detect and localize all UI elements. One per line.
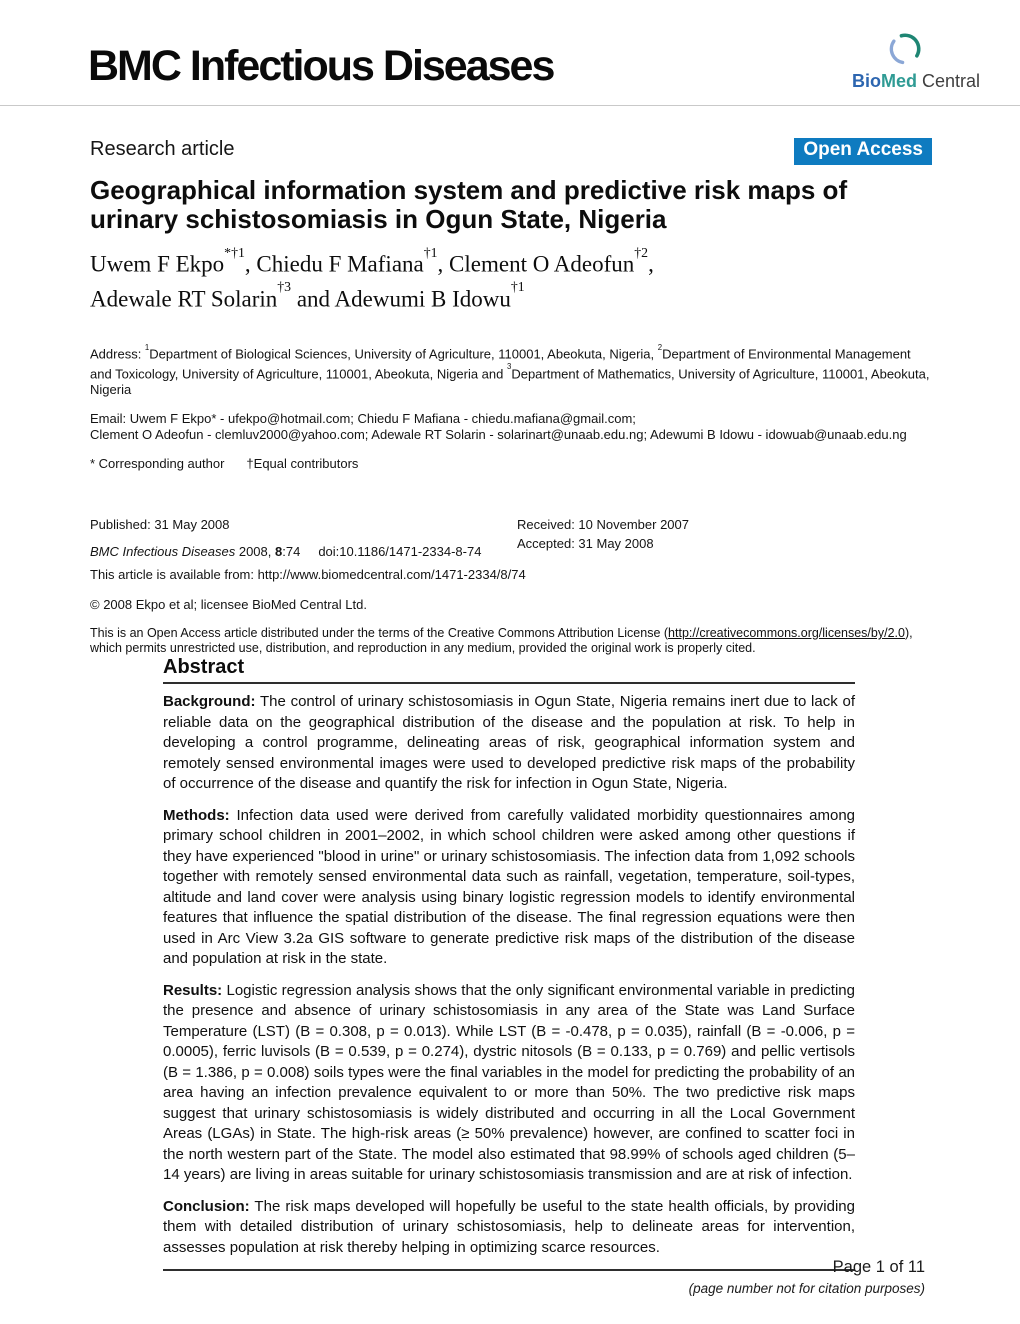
methods-label: Methods: <box>163 806 230 824</box>
background-label: Background: <box>163 693 256 710</box>
corresponding-author-note: * Corresponding author <box>90 455 225 471</box>
author-affiliation-sup: †3 <box>277 279 292 295</box>
background-text: The control of urinary schistosomiasis in Ogun State, Nigeria remains inert due to lack of reliable data on the geographical distribution of the disease and the population at risk. To help in developing a control programme, delineating areas of risk, geographical information system and remotely sensed environmental images were used to developed predictive risk maps of the probability of occurrence of the disease and quantify the risk for infection in Ogun State, Nigeria. <box>163 693 855 792</box>
abstract-bottom-rule <box>163 1269 855 1271</box>
author-name: Adewale RT Solarin <box>90 286 278 312</box>
article-type-row <box>90 138 932 172</box>
results-text: Logistic regression analysis shows that the only significant environmental variable in predicting the presence and absence of urinary schistosomiasis in any area of the State was Land Surface Temperature (LST) (B = 0.308, p = 0.013). While LST (B = -0.478, p = 0.035), rainfall (B = -0.006, p = 0.0005), ferric luvisols (B = 0.539, p = 0.274), dystric nitosols (B = 0.133, p = 0.769) and pellic vertisols (B = 1.386, p = 0.008) soils types were the final variables in the model for predicting the probability of an area having an infection prevalence equivalent to or more than 50%. The two predictive risk maps suggest that urinary schistosomiasis is widely distributed and occurring in all the Local Government Areas (LGAs) in State. The high-risk areas (≥ 50% prevalence) however, are confined to scatter foci in the north western part of the State. The model also estimated that 98.99% of schools aged children (5–14 years) are living in areas suitable for urinary schistosomiasis transmission and are at risk of infection. <box>163 981 855 1183</box>
article-top-matter <box>90 138 932 668</box>
author-separator: , <box>648 251 654 277</box>
open-access-badge: Open Access <box>794 138 932 165</box>
author-affiliation-sup: *†1 <box>224 244 245 260</box>
email-block <box>90 411 932 443</box>
citation-purpose-note: (page number not for citation purposes) <box>688 1281 925 1296</box>
affiliation-number-sup: 2 <box>657 342 663 352</box>
page-number: Page 1 of 11 <box>832 1258 925 1276</box>
affiliation-number-sup: 3 <box>506 362 512 372</box>
publication-left-column <box>90 517 517 560</box>
article-type-label: Research article <box>90 138 235 160</box>
author-affiliation-sup: †1 <box>423 244 438 260</box>
available-from-line <box>90 567 932 583</box>
citation-year: 2008, <box>235 543 275 559</box>
author-name: and Adewumi B Idowu <box>291 286 511 312</box>
abstract-heading: Abstract <box>163 656 245 678</box>
affiliation-number-sup: 1 <box>144 342 150 352</box>
logo-med-text: Med <box>881 71 917 91</box>
citation-journal-name: BMC Infectious Diseases <box>90 543 236 559</box>
citation-pages: :74 <box>282 543 301 559</box>
author-name: , Clement O Adeofun <box>437 251 635 277</box>
methods-text: Infection data used were derived from carefully validated morbidity questionnaires among primary school children in 2001–2002, in which school children were asked among other questions if they have experienced "blood in urine" or urinary schistosomiasis. The infection data from 1,092 schools together with remotely sensed environmental data such as rainfall, vegetation, temperature, soil-types, altitude and land cover were analysis using binary logistic regression models to identify environmental features that influence the spatial distribution of the disease. The final regression equations were then used in Arc View 3.2a GIS software to generate predictive risk maps of the distribution of the disease and population at risk in the state. <box>163 806 855 967</box>
biomed-logo-circle-icon <box>884 28 926 70</box>
contributor-notes <box>90 456 932 472</box>
results-paragraph <box>163 981 855 1186</box>
biomed-logo-text <box>852 71 992 92</box>
author-affiliation-sup: †2 <box>634 244 649 260</box>
abstract-section <box>163 650 855 1271</box>
author-affiliation-sup: †1 <box>510 279 525 295</box>
logo-bio-text: Bio <box>852 71 881 91</box>
license-text-post: ), which permits unrestricted use, distribution, and reproduction in any medium, provided the original work is properly cited. <box>90 625 913 655</box>
journal-title: BMC Infectious Diseases <box>88 42 554 90</box>
publication-right-column <box>517 517 932 560</box>
conclusion-label: Conclusion: <box>163 1197 250 1215</box>
author-list <box>90 244 932 313</box>
article-title-line1: Geographical information system and predictive risk maps of <box>90 175 848 205</box>
published-date: Published: 31 May 2008 <box>90 516 230 532</box>
license-text-pre: This is an Open Access article distributed under the terms of the Creative Commons Attribution License ( <box>90 625 669 640</box>
copyright-line: © 2008 Ekpo et al; licensee BioMed Central Ltd. <box>90 596 367 612</box>
biomed-central-logo <box>852 28 992 92</box>
equal-contributors-note: †Equal contributors <box>246 455 359 471</box>
doi: doi:10.1186/1471-2334-8-74 <box>318 543 482 559</box>
logo-central-text: Central <box>922 71 981 91</box>
received-date: Received: 10 November 2007 <box>517 516 689 532</box>
citation-line <box>90 544 517 560</box>
accepted-date: Accepted: 31 May 2008 <box>517 535 654 551</box>
background-paragraph <box>163 692 855 795</box>
available-from-label: This article is available from: <box>90 566 258 582</box>
conclusion-text: The risk maps developed will hopefully be useful to the state health officials, by providing them with detailed distribution of urinary schistosomiasis, help to delineate areas for intervention, assesses population at risk thereby helping in optimizing scarce resources. <box>163 1197 855 1256</box>
affiliation-text: Department of Mathematics, University of Agriculture, 110001, Abeokuta, Nigeria <box>90 365 930 397</box>
article-title-line2: urinary schistosomiasis in Ogun State, Nigeria <box>90 204 667 234</box>
affiliation-text: Department of Biological Sciences, University of Agriculture, 110001, Abeokuta, Nigeria, <box>149 346 658 362</box>
publication-dates-row <box>90 517 932 560</box>
license-url-link[interactable]: http://creativecommons.org/licenses/by/2.0 <box>668 625 905 640</box>
abstract-heading-rule <box>163 682 855 684</box>
author-name: , Chiedu F Mafiana <box>244 251 424 277</box>
header-divider <box>0 105 1020 106</box>
conclusion-paragraph <box>163 1197 855 1259</box>
email-line2: Clement O Adeofun - clemluv2000@yahoo.com; Adewale RT Solarin - solarinart@unaab.edu.ng; Adewumi B Idowu - idowuab@unaab.edu.ng <box>90 426 907 442</box>
affiliation-text: Department of Environmental Management and Toxicology, University of Agriculture, 110001, Abeokuta, Nigeria and <box>90 346 911 381</box>
email-line1: Email: Uwem F Ekpo* - ufekpo@hotmail.com; Chiedu F Mafiana - chiedu.mafiana@gmail.com; <box>90 410 636 426</box>
citation-volume: 8 <box>275 543 283 559</box>
article-url-link[interactable]: http://www.biomedcentral.com/1471-2334/8/74 <box>257 566 526 582</box>
author-name: Uwem F Ekpo <box>90 251 225 277</box>
article-title <box>90 176 932 234</box>
address-label: Address: <box>90 346 145 362</box>
address-block <box>90 343 932 398</box>
results-label: Results: <box>163 981 223 999</box>
methods-paragraph <box>163 806 855 970</box>
